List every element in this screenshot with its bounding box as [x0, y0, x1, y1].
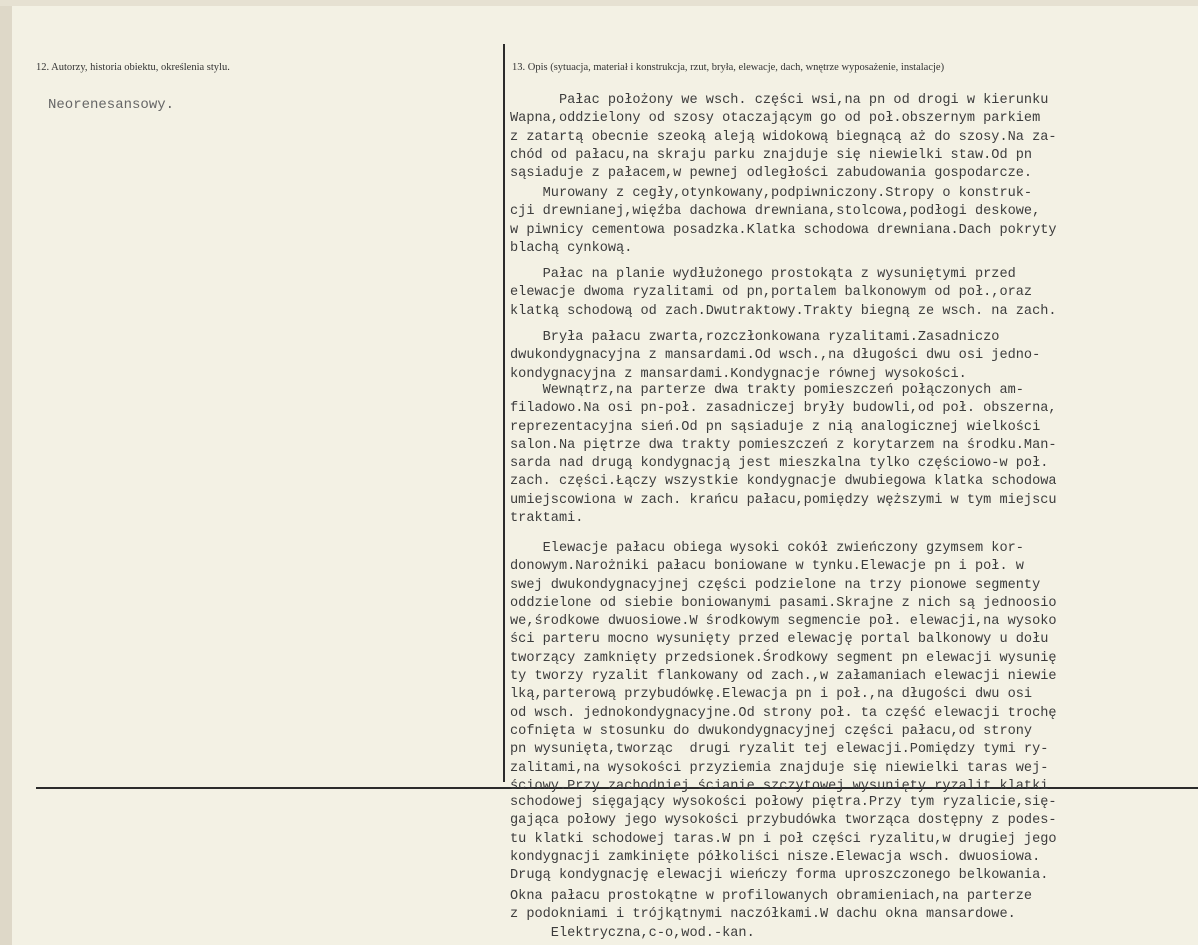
- text-line: swej dwukondygnacyjnej części podzielone na trzy pionowe segmenty: [510, 577, 1041, 593]
- text-line: elewacje dwoma ryzalitami od pn,portalem balkonowym od poł.,oraz: [510, 285, 1033, 301]
- text-line: salon.Na piętrze dwa trakty pomieszczeń z korytarzem na środku.Man-: [510, 437, 1057, 453]
- text-line: od wsch. jednokondygnacyjne.Od strony poł. ta część elewacji trochę: [510, 705, 1057, 721]
- text-line: schodowej sięgający wysokości połowy piętra.Przy tym ryzalicie,się-: [510, 795, 1057, 810]
- text-line: cji drewnianej,więźba dachowa drewniana,stolcowa,podłogi deskowe,: [510, 204, 1041, 220]
- text-line: kondygnacji zamkinięte półkoliści nisze.Elewacja wsch. dwuosiowa.: [510, 849, 1041, 865]
- text-line: oddzielone od siebie boniowanymi pasami.Skrajne z nich są jednoosio: [510, 595, 1057, 611]
- text-line: Wewnątrz,na parterze dwa trakty pomieszczeń połączonych am-: [510, 383, 1024, 398]
- text-line: Pałac położony we wsch. części wsi,na pn od drogi w kierunku: [510, 93, 1049, 108]
- text-line: klatką schodową od zach.Dwutraktowy.Trakty biegną ze wsch. na zach.: [510, 303, 1057, 319]
- text-line: ściowy.Przy zachodniej ścianie szczytowej wysunięty ryzalit klatki: [510, 778, 1049, 794]
- text-line: donowym.Narożniki pałacu boniowane w tynku.Elewacje pn i poł. w: [510, 559, 1024, 575]
- text-line: blachą cynkową.: [510, 240, 633, 256]
- text-line: Elewacje pałacu obiega wysoki cokół zwieńczony gzymsem kor-: [510, 541, 1024, 556]
- description-paragraph: [510, 329, 1198, 384]
- text-line: z zatartą obecnie szeoką aleją widokową biegnącą aż do szosy.Na za-: [510, 129, 1057, 145]
- text-line: Pałac na planie wydłużonego prostokąta z wysuniętymi przed: [510, 267, 1016, 282]
- text-line: Elektryczna,c-o,wod.-kan.: [510, 925, 755, 941]
- left-column-header: 12. Autorzy, historia obiektu, określenia stylu.: [36, 62, 230, 73]
- text-line: w piwnicy cementowa posadzka.Klatka schodowa drewniana.Dach pokryty: [510, 222, 1057, 238]
- text-line: zalitami,na wysokości przyziemia znajduje się niewielki taras wej-: [510, 760, 1049, 776]
- text-line: gająca połowy jego wysokości przybudówka tworząca dostępny z podes-: [510, 813, 1057, 829]
- text-line: traktami.: [510, 511, 584, 527]
- text-line: reprezentacyjna sień.Od pn sąsiaduje z nią analogicznej wielkości: [510, 419, 1041, 435]
- text-line: lką,parterową przybudówkę.Elewacja pn i poł.,na długości dwu osi: [510, 687, 1033, 703]
- text-line: we,środkowe dwuosiowe.W środkowym segmencie poł. elewacji,na wysoko: [510, 614, 1057, 630]
- right-column-header: 13. Opis (sytuacja, materiał i konstrukcja, rzut, bryła, elewacje, dach, wnętrze wyposażenie, instalacje): [512, 62, 945, 73]
- column-divider: [503, 44, 505, 782]
- text-line: Okna pałacu prostokątne w profilowanych obramieniach,na parterze: [510, 889, 1033, 904]
- text-line: ty tworzy ryzalit flankowany od zach.,w załamaniach elewacji niewie: [510, 669, 1057, 685]
- text-line: Wapna,oddzielony od szosy otaczającym go od poł.obszernym parkiem: [510, 111, 1041, 127]
- description-paragraph: [510, 888, 1198, 943]
- text-line: chód od pałacu,na skraju parku znajduje się niewielki staw.Od pn: [510, 147, 1033, 163]
- text-line: sąsiaduje z pałacem,w pewnej odległości zabudowania gospodarcze.: [510, 166, 1033, 182]
- text-line: filadowo.Na osi pn-poł. zasadniczej bryły budowli,od poł. obszerna,: [510, 401, 1057, 417]
- description-paragraph: [510, 794, 1198, 885]
- text-line: kondygnacyjna z mansardami.Kondygnacje równej wysokości.: [510, 366, 967, 382]
- text-line: tworzący zamknięty przedsionek.Środkowy segment pn elewacji wysunię: [510, 650, 1057, 666]
- text-line: z podokniami i trójkątnymi naczółkami.W dachu okna mansardowe.: [510, 907, 1016, 923]
- description-paragraph: [510, 266, 1198, 321]
- page-left-edge: [0, 0, 12, 945]
- description-paragraph: [510, 382, 1198, 528]
- text-line: cofnięta w stosunku do dwukondygnacyjnej części pałacu,od strony: [510, 723, 1033, 739]
- description-paragraph: [510, 92, 1198, 183]
- style-value: Neorenesansowy.: [48, 97, 175, 113]
- description-paragraph: [510, 540, 1198, 796]
- text-line: sarda nad drugą kondygnacją jest mieszkalna tylko częściowo-w poł.: [510, 456, 1049, 472]
- text-line: Bryła pałacu zwarta,rozczłonkowana ryzalitami.Zasadniczo: [510, 330, 1000, 345]
- text-line: zach. części.Łączy wszystkie kondygnacje dwubiegowa klatka schodowa: [510, 474, 1057, 490]
- text-line: Murowany z cegły,otynkowany,podpiwniczony.Stropy o konstruk-: [510, 186, 1033, 201]
- text-line: umiejscowiona w zach. krańcu pałacu,pomiędzy węższymi w tym miejscu: [510, 492, 1057, 508]
- text-line: dwukondygnacyjna z mansardami.Od wsch.,na długości dwu osi jedno-: [510, 348, 1041, 364]
- text-line: tu klatki schodowej taras.W pn i poł części ryzalitu,w drugiej jego: [510, 831, 1057, 847]
- text-line: ści parteru mocno wysunięty przed elewację portal balkonowy u dołu: [510, 632, 1049, 648]
- description-paragraph: [510, 185, 1198, 258]
- page-top-edge: [0, 0, 1198, 6]
- text-line: pn wysunięta,tworząc drugi ryzalit tej elewacji.Pomiędzy tymi ry-: [510, 742, 1049, 758]
- text-line: Drugą kondygnację elewacji wieńczy forma uproszczonego belkowania.: [510, 868, 1049, 884]
